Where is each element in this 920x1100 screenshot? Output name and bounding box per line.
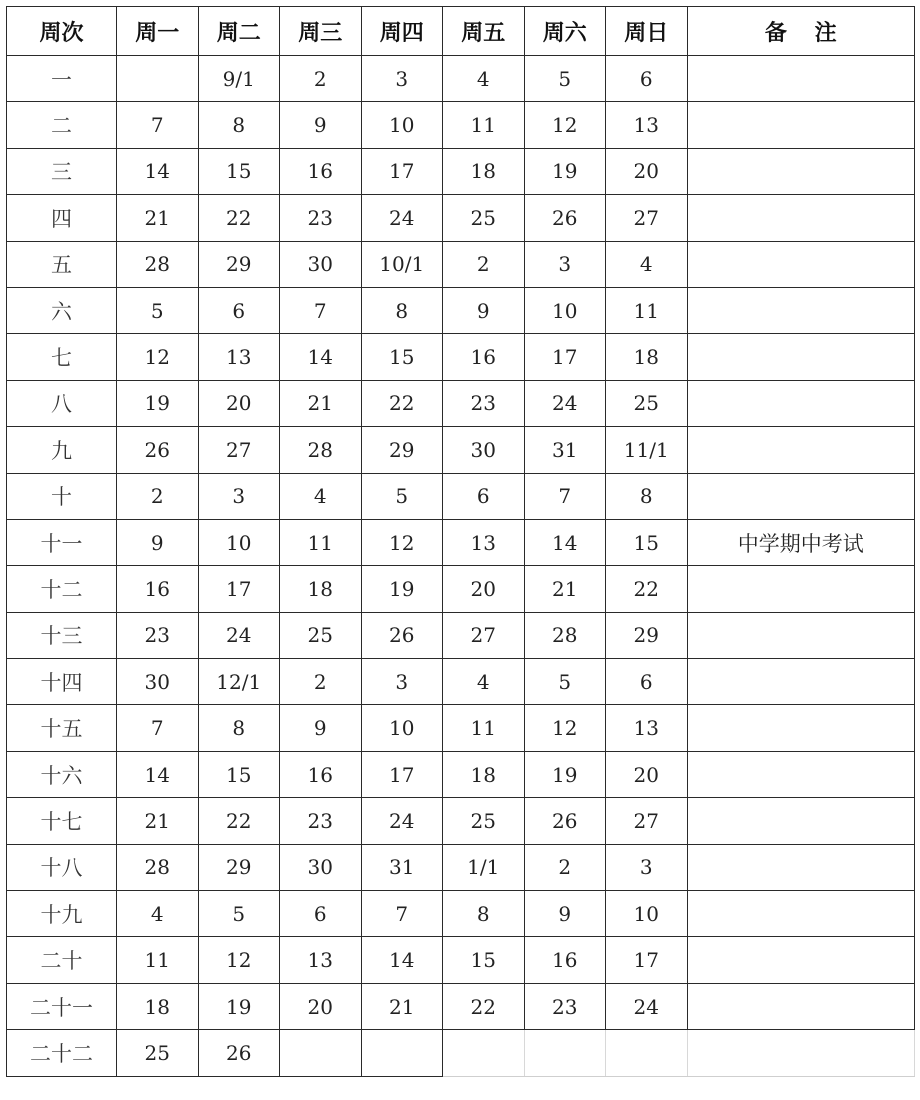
note-cell — [687, 659, 915, 705]
week-number-cell: 十二 — [7, 566, 117, 612]
date-cell-friday: 16 — [443, 334, 525, 380]
note-cell — [687, 241, 915, 287]
date-cell-tuesday: 27 — [198, 427, 280, 473]
date-cell-thursday: 17 — [361, 148, 443, 194]
date-cell-friday: 20 — [443, 566, 525, 612]
date-cell-monday: 19 — [117, 380, 199, 426]
week-row — [7, 1030, 915, 1076]
date-cell-tuesday: 13 — [198, 334, 280, 380]
date-cell-tuesday: 12 — [198, 937, 280, 983]
date-cell-tuesday: 12/1 — [198, 659, 280, 705]
week-number-cell: 十七 — [7, 798, 117, 844]
date-cell-friday: 4 — [443, 659, 525, 705]
week-row — [7, 427, 915, 473]
week-row — [7, 659, 915, 705]
date-cell-monday: 23 — [117, 612, 199, 658]
date-cell-sunday: 15 — [606, 519, 688, 565]
date-cell-wednesday: 4 — [280, 473, 362, 519]
date-cell-saturday: 26 — [524, 195, 606, 241]
week-row — [7, 380, 915, 426]
note-cell — [687, 705, 915, 751]
date-cell-friday: 22 — [443, 983, 525, 1029]
date-cell-monday: 28 — [117, 844, 199, 890]
date-cell-monday: 11 — [117, 937, 199, 983]
date-cell-wednesday: 14 — [280, 334, 362, 380]
date-cell-saturday: 21 — [524, 566, 606, 612]
header-wednesday: 周三 — [280, 7, 362, 56]
date-cell-wednesday: 23 — [280, 798, 362, 844]
date-cell-saturday: 16 — [524, 937, 606, 983]
date-cell-sunday: 6 — [606, 659, 688, 705]
week-row — [7, 473, 915, 519]
calendar-body — [7, 56, 915, 1077]
date-cell-wednesday: 21 — [280, 380, 362, 426]
date-cell-wednesday: 9 — [280, 705, 362, 751]
date-cell-sunday: 10 — [606, 891, 688, 937]
date-cell-wednesday: 16 — [280, 751, 362, 797]
date-cell-friday: 1/1 — [443, 844, 525, 890]
date-cell-wednesday: 23 — [280, 195, 362, 241]
date-cell-sunday: 6 — [606, 56, 688, 102]
week-row — [7, 102, 915, 148]
date-cell-thursday: 22 — [361, 380, 443, 426]
date-cell-tuesday: 26 — [198, 1030, 280, 1076]
date-cell-sunday: 13 — [606, 102, 688, 148]
date-cell-friday: 18 — [443, 751, 525, 797]
week-row — [7, 148, 915, 194]
week-row — [7, 56, 915, 102]
date-cell-thursday — [361, 1030, 443, 1076]
date-cell-tuesday: 15 — [198, 148, 280, 194]
date-cell-tuesday: 20 — [198, 380, 280, 426]
date-cell-friday: 11 — [443, 102, 525, 148]
date-cell-thursday: 3 — [361, 56, 443, 102]
week-number-cell: 二十二 — [7, 1030, 117, 1076]
date-cell-saturday: 10 — [524, 287, 606, 333]
date-cell-friday: 13 — [443, 519, 525, 565]
date-cell-thursday: 24 — [361, 195, 443, 241]
week-number-cell: 六 — [7, 287, 117, 333]
date-cell-sunday: 20 — [606, 148, 688, 194]
header-friday: 周五 — [443, 7, 525, 56]
date-cell-monday: 14 — [117, 751, 199, 797]
date-cell-saturday: 7 — [524, 473, 606, 519]
date-cell-thursday: 3 — [361, 659, 443, 705]
date-cell-tuesday: 24 — [198, 612, 280, 658]
date-cell-friday: 2 — [443, 241, 525, 287]
note-cell — [687, 473, 915, 519]
date-cell-monday: 2 — [117, 473, 199, 519]
date-cell-saturday: 14 — [524, 519, 606, 565]
date-cell-saturday: 5 — [524, 659, 606, 705]
date-cell-sunday: 4 — [606, 241, 688, 287]
week-row — [7, 705, 915, 751]
note-cell — [687, 1030, 915, 1076]
date-cell-monday: 4 — [117, 891, 199, 937]
date-cell-saturday: 23 — [524, 983, 606, 1029]
date-cell-wednesday: 2 — [280, 56, 362, 102]
date-cell-saturday: 31 — [524, 427, 606, 473]
date-cell-thursday: 14 — [361, 937, 443, 983]
date-cell-saturday: 9 — [524, 891, 606, 937]
week-number-cell: 十八 — [7, 844, 117, 890]
date-cell-wednesday: 13 — [280, 937, 362, 983]
date-cell-sunday — [606, 1030, 688, 1076]
date-cell-thursday: 26 — [361, 612, 443, 658]
date-cell-sunday: 25 — [606, 380, 688, 426]
school-calendar-table — [6, 6, 915, 1077]
note-cell — [687, 844, 915, 890]
week-number-cell: 四 — [7, 195, 117, 241]
date-cell-friday: 25 — [443, 798, 525, 844]
date-cell-monday: 28 — [117, 241, 199, 287]
date-cell-friday: 27 — [443, 612, 525, 658]
date-cell-tuesday: 19 — [198, 983, 280, 1029]
date-cell-thursday: 29 — [361, 427, 443, 473]
week-row — [7, 519, 915, 565]
week-row — [7, 844, 915, 890]
date-cell-saturday: 5 — [524, 56, 606, 102]
date-cell-tuesday: 10 — [198, 519, 280, 565]
date-cell-friday: 18 — [443, 148, 525, 194]
week-number-cell: 二 — [7, 102, 117, 148]
date-cell-tuesday: 22 — [198, 195, 280, 241]
note-cell — [687, 287, 915, 333]
header-monday: 周一 — [117, 7, 199, 56]
date-cell-monday — [117, 56, 199, 102]
date-cell-wednesday: 7 — [280, 287, 362, 333]
week-number-cell: 十四 — [7, 659, 117, 705]
date-cell-wednesday: 20 — [280, 983, 362, 1029]
date-cell-friday: 23 — [443, 380, 525, 426]
note-cell — [687, 334, 915, 380]
date-cell-thursday: 31 — [361, 844, 443, 890]
date-cell-monday: 26 — [117, 427, 199, 473]
header-notes: 备 注 — [687, 7, 915, 56]
date-cell-tuesday: 6 — [198, 287, 280, 333]
date-cell-friday: 25 — [443, 195, 525, 241]
date-cell-monday: 21 — [117, 195, 199, 241]
date-cell-wednesday: 11 — [280, 519, 362, 565]
date-cell-thursday: 10 — [361, 705, 443, 751]
date-cell-sunday: 11 — [606, 287, 688, 333]
date-cell-saturday: 28 — [524, 612, 606, 658]
week-number-cell: 十五 — [7, 705, 117, 751]
week-number-cell: 五 — [7, 241, 117, 287]
date-cell-saturday — [524, 1030, 606, 1076]
header-row — [7, 7, 915, 56]
week-number-cell: 二十 — [7, 937, 117, 983]
date-cell-tuesday: 22 — [198, 798, 280, 844]
week-row — [7, 241, 915, 287]
week-number-cell: 二十一 — [7, 983, 117, 1029]
week-row — [7, 983, 915, 1029]
date-cell-thursday: 19 — [361, 566, 443, 612]
date-cell-thursday: 17 — [361, 751, 443, 797]
week-row — [7, 751, 915, 797]
date-cell-monday: 18 — [117, 983, 199, 1029]
date-cell-tuesday: 8 — [198, 102, 280, 148]
date-cell-sunday: 27 — [606, 195, 688, 241]
note-cell — [687, 751, 915, 797]
date-cell-tuesday: 5 — [198, 891, 280, 937]
date-cell-monday: 12 — [117, 334, 199, 380]
week-row — [7, 937, 915, 983]
header-tuesday: 周二 — [198, 7, 280, 56]
week-number-cell: 一 — [7, 56, 117, 102]
week-row — [7, 566, 915, 612]
date-cell-monday: 25 — [117, 1030, 199, 1076]
header-thursday: 周四 — [361, 7, 443, 56]
week-row — [7, 287, 915, 333]
date-cell-sunday: 27 — [606, 798, 688, 844]
date-cell-wednesday: 30 — [280, 241, 362, 287]
date-cell-thursday: 10/1 — [361, 241, 443, 287]
date-cell-sunday: 22 — [606, 566, 688, 612]
week-row — [7, 798, 915, 844]
note-cell: 中学期中考试 — [687, 519, 915, 565]
date-cell-thursday: 24 — [361, 798, 443, 844]
date-cell-wednesday: 18 — [280, 566, 362, 612]
week-number-cell: 七 — [7, 334, 117, 380]
note-cell — [687, 798, 915, 844]
date-cell-tuesday: 29 — [198, 241, 280, 287]
date-cell-friday: 11 — [443, 705, 525, 751]
date-cell-monday: 30 — [117, 659, 199, 705]
date-cell-sunday: 3 — [606, 844, 688, 890]
date-cell-wednesday: 6 — [280, 891, 362, 937]
date-cell-monday: 7 — [117, 102, 199, 148]
date-cell-saturday: 17 — [524, 334, 606, 380]
note-cell — [687, 937, 915, 983]
note-cell — [687, 195, 915, 241]
week-number-cell: 十九 — [7, 891, 117, 937]
date-cell-sunday: 17 — [606, 937, 688, 983]
date-cell-tuesday: 17 — [198, 566, 280, 612]
date-cell-saturday: 2 — [524, 844, 606, 890]
header-week: 周次 — [7, 7, 117, 56]
date-cell-tuesday: 15 — [198, 751, 280, 797]
date-cell-monday: 5 — [117, 287, 199, 333]
week-number-cell: 三 — [7, 148, 117, 194]
date-cell-friday: 30 — [443, 427, 525, 473]
date-cell-sunday: 8 — [606, 473, 688, 519]
date-cell-wednesday: 9 — [280, 102, 362, 148]
date-cell-friday: 4 — [443, 56, 525, 102]
note-cell — [687, 891, 915, 937]
week-row — [7, 612, 915, 658]
week-number-cell: 十三 — [7, 612, 117, 658]
date-cell-wednesday: 16 — [280, 148, 362, 194]
date-cell-saturday: 26 — [524, 798, 606, 844]
date-cell-monday: 21 — [117, 798, 199, 844]
note-cell — [687, 56, 915, 102]
date-cell-friday: 9 — [443, 287, 525, 333]
note-cell — [687, 380, 915, 426]
date-cell-monday: 9 — [117, 519, 199, 565]
date-cell-thursday: 7 — [361, 891, 443, 937]
note-cell — [687, 983, 915, 1029]
date-cell-thursday: 12 — [361, 519, 443, 565]
date-cell-tuesday: 8 — [198, 705, 280, 751]
date-cell-thursday: 10 — [361, 102, 443, 148]
week-row — [7, 334, 915, 380]
date-cell-thursday: 8 — [361, 287, 443, 333]
note-cell — [687, 427, 915, 473]
date-cell-saturday: 19 — [524, 148, 606, 194]
date-cell-wednesday: 2 — [280, 659, 362, 705]
date-cell-monday: 16 — [117, 566, 199, 612]
week-number-cell: 九 — [7, 427, 117, 473]
date-cell-monday: 14 — [117, 148, 199, 194]
date-cell-wednesday: 28 — [280, 427, 362, 473]
date-cell-tuesday: 29 — [198, 844, 280, 890]
date-cell-sunday: 20 — [606, 751, 688, 797]
date-cell-tuesday: 3 — [198, 473, 280, 519]
date-cell-saturday: 12 — [524, 705, 606, 751]
date-cell-sunday: 29 — [606, 612, 688, 658]
header-saturday: 周六 — [524, 7, 606, 56]
date-cell-sunday: 24 — [606, 983, 688, 1029]
date-cell-saturday: 19 — [524, 751, 606, 797]
week-row — [7, 891, 915, 937]
week-number-cell: 十六 — [7, 751, 117, 797]
note-cell — [687, 612, 915, 658]
note-cell — [687, 566, 915, 612]
week-number-cell: 十一 — [7, 519, 117, 565]
date-cell-saturday: 12 — [524, 102, 606, 148]
header-sunday: 周日 — [606, 7, 688, 56]
date-cell-friday: 6 — [443, 473, 525, 519]
week-number-cell: 十 — [7, 473, 117, 519]
week-row — [7, 195, 915, 241]
date-cell-thursday: 15 — [361, 334, 443, 380]
date-cell-thursday: 21 — [361, 983, 443, 1029]
date-cell-wednesday: 30 — [280, 844, 362, 890]
date-cell-friday: 8 — [443, 891, 525, 937]
date-cell-sunday: 13 — [606, 705, 688, 751]
week-number-cell: 八 — [7, 380, 117, 426]
date-cell-sunday: 18 — [606, 334, 688, 380]
date-cell-wednesday — [280, 1030, 362, 1076]
date-cell-tuesday: 9/1 — [198, 56, 280, 102]
date-cell-monday: 7 — [117, 705, 199, 751]
date-cell-sunday: 11/1 — [606, 427, 688, 473]
date-cell-friday — [443, 1030, 525, 1076]
date-cell-wednesday: 25 — [280, 612, 362, 658]
note-cell — [687, 102, 915, 148]
date-cell-saturday: 24 — [524, 380, 606, 426]
date-cell-thursday: 5 — [361, 473, 443, 519]
note-cell — [687, 148, 915, 194]
date-cell-saturday: 3 — [524, 241, 606, 287]
date-cell-friday: 15 — [443, 937, 525, 983]
